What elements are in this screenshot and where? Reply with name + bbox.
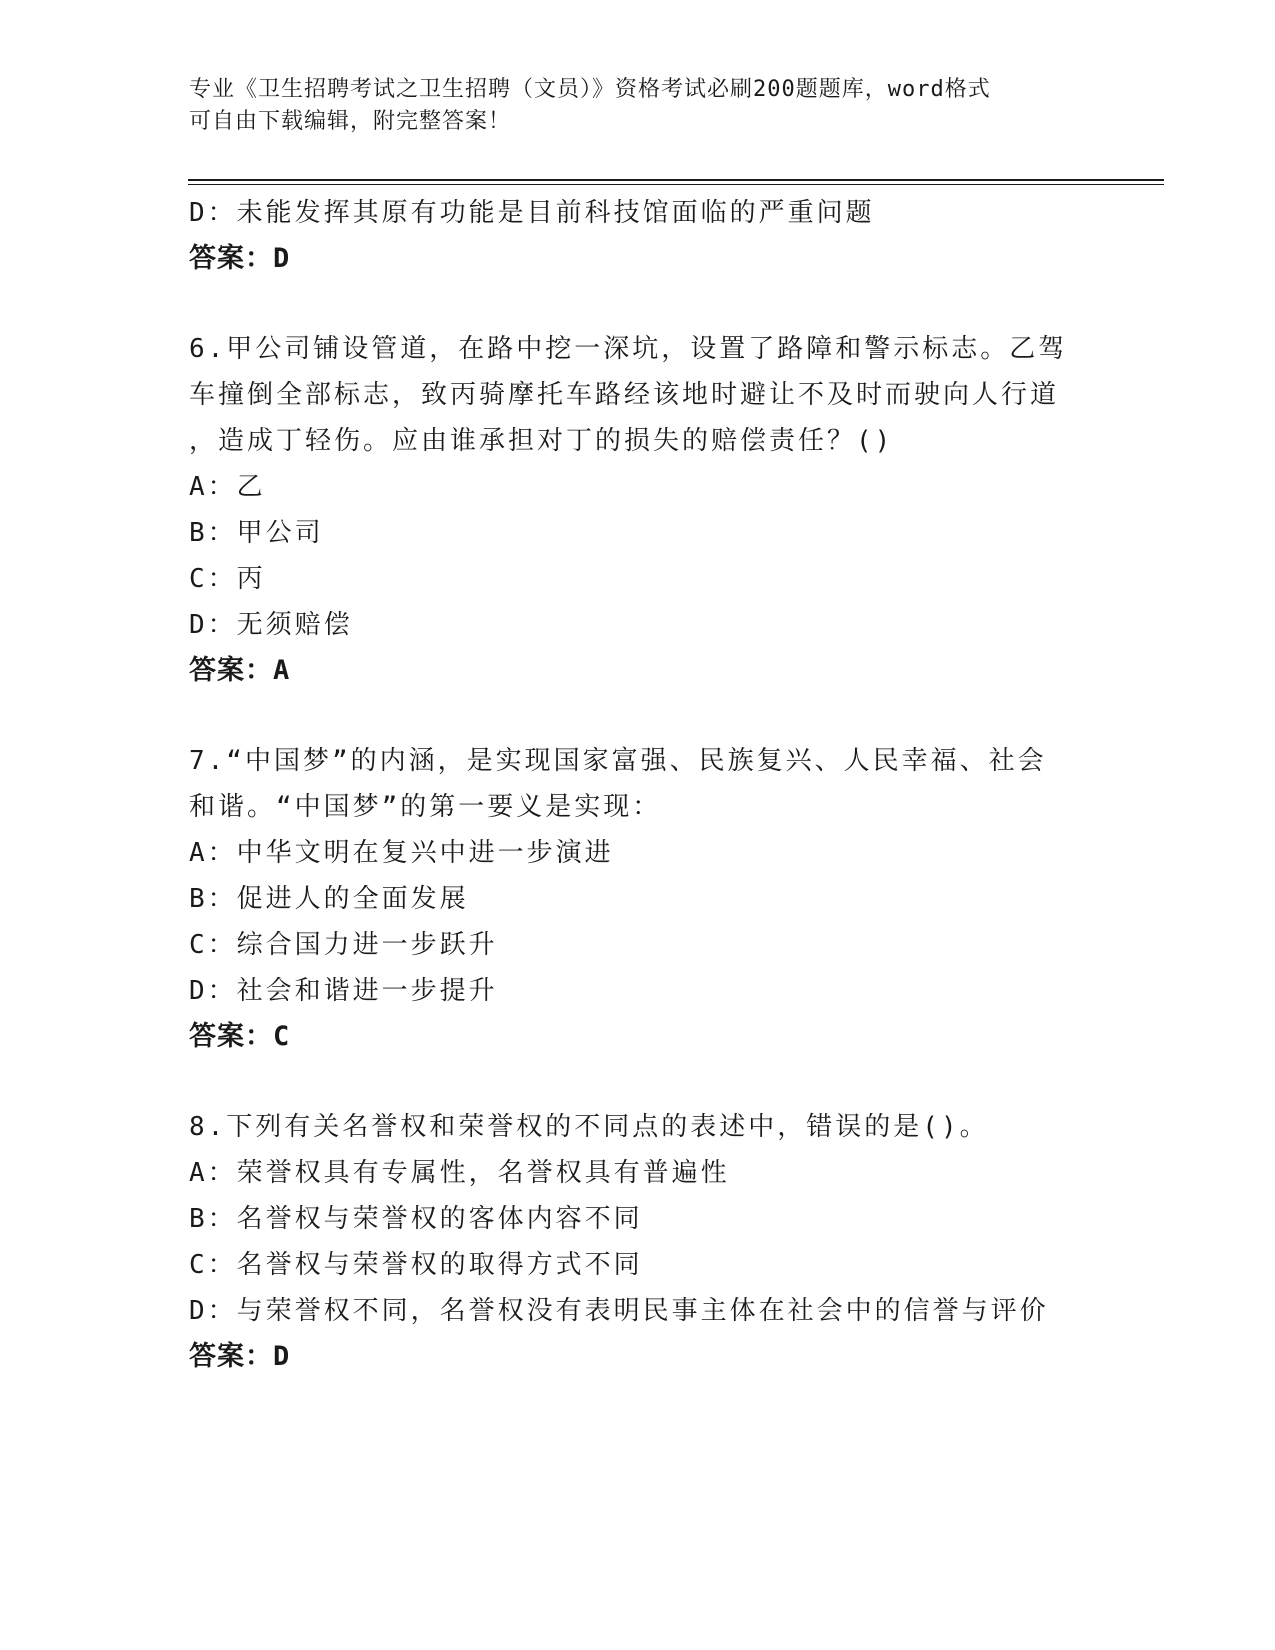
spacer [189, 1060, 1069, 1104]
page-header [189, 74, 1089, 138]
option-c: C：丙 [189, 564, 266, 594]
header-rule-thin [188, 184, 1164, 185]
option-d: D：无须赔偿 [189, 610, 353, 640]
header-line-2: 可自由下载编辑，附完整答案！ [189, 109, 512, 134]
option-d: D：与荣誉权不同，名誉权没有表明民事主体在社会中的信誉与评价 [189, 1296, 1049, 1326]
answer: 答案：C [189, 1021, 291, 1052]
option-a: A：荣誉权具有专属性，名誉权具有普遍性 [189, 1158, 730, 1188]
answer: 答案：D [189, 243, 291, 274]
question-stem-line: ，造成丁轻伤。应由谁承担对丁的损失的赔偿责任？() [189, 426, 894, 456]
option-c: C：名誉权与荣誉权的取得方式不同 [189, 1250, 643, 1280]
header-line-1: 专业《卫生招聘考试之卫生招聘（文员）》资格考试必刷200题题库，word格式 [189, 77, 991, 102]
option-c: C：综合国力进一步跃升 [189, 930, 498, 960]
question-stem-line: 8.下列有关名誉权和荣誉权的不同点的表述中，错误的是()。 [189, 1112, 989, 1142]
question-stem-line: 6.甲公司铺设管道，在路中挖一深坑，设置了路障和警示标志。乙驾 [189, 334, 1068, 364]
spacer [189, 282, 1069, 326]
answer: 答案：D [189, 1341, 291, 1372]
header-rule-thick [188, 179, 1164, 181]
spacer [189, 694, 1069, 738]
partial-question [189, 190, 1069, 282]
answer: 答案：A [189, 655, 291, 686]
question-8 [189, 1104, 1069, 1380]
option-d: D：未能发挥其原有功能是目前科技馆面临的严重问题 [189, 198, 875, 228]
option-d: D：社会和谐进一步提升 [189, 976, 498, 1006]
question-content [189, 190, 1069, 1380]
question-stem-line: 车撞倒全部标志，致丙骑摩托车路经该地时避让不及时而驶向人行道 [189, 380, 1060, 410]
option-a: A：中华文明在复兴中进一步演进 [189, 838, 614, 868]
question-6 [189, 326, 1069, 694]
question-stem-line: 7.“中国梦”的内涵，是实现国家富强、民族复兴、人民幸福、社会 [189, 746, 1047, 776]
option-a: A：乙 [189, 472, 266, 502]
option-b: B：名誉权与荣誉权的客体内容不同 [189, 1204, 643, 1234]
question-stem-line: 和谐。“中国梦”的第一要义是实现： [189, 792, 662, 822]
question-7 [189, 738, 1069, 1060]
option-b: B：甲公司 [189, 518, 324, 548]
option-b: B：促进人的全面发展 [189, 884, 469, 914]
